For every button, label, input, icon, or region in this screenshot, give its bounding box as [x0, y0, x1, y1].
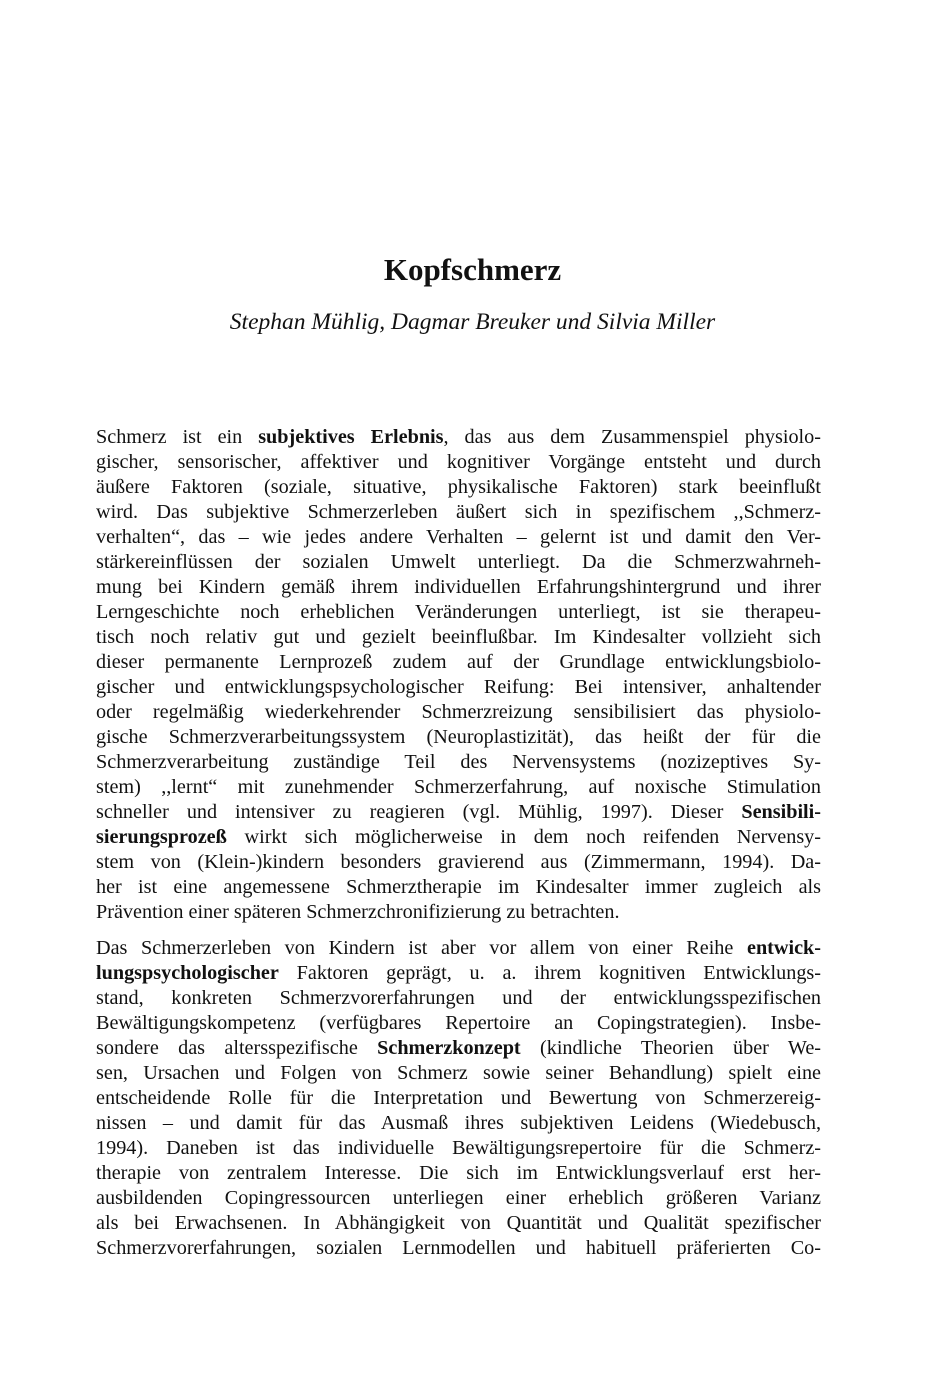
text-line [96, 936, 821, 961]
text-line [96, 500, 821, 525]
text-run: stem von (Klein-)kindern besonders gravierend aus (Zimmermann, 1994). Da- [96, 851, 821, 873]
text-run: Bewältigungskompetenz (verfügbares Repertoire an Copingstrategien). Insbe- [96, 1012, 821, 1034]
text-run: , das aus dem Zusammenspiel physiolo- [443, 426, 821, 448]
body-text [96, 425, 821, 1261]
chapter-authors: Stephan Mühlig, Dagmar Breuker und Silvia Miller [229, 309, 716, 335]
text-line [96, 1061, 821, 1086]
text-line [96, 1186, 821, 1211]
bold-term: subjektives Erlebnis [258, 426, 444, 448]
text-line [96, 1036, 821, 1061]
text-run: wird. Das subjektive Schmerzerleben äußert sich in spezifischem ,,Schmerz- [96, 501, 821, 523]
text-run: oder regelmäßig wiederkehrender Schmerzreizung sensibilisiert das physiolo- [96, 701, 821, 723]
text-line [96, 775, 821, 800]
text-run: gische Schmerzverarbeitungssystem (Neuroplastizität), das heißt der für die [96, 726, 821, 748]
text-line [96, 961, 821, 986]
body-paragraph [96, 936, 821, 1261]
text-line [96, 825, 821, 850]
text-run: Schmerzvorerfahrungen, sozialen Lernmodellen und habituell präferierten Co- [96, 1237, 821, 1259]
text-run: wirkt sich möglicherweise in dem noch reifenden Nervensy- [226, 826, 821, 848]
text-run: schneller und intensiver zu reagieren (vgl. Mühlig, 1997). Dieser [96, 801, 742, 823]
body-paragraph [96, 425, 821, 925]
text-line [96, 575, 821, 600]
text-line [96, 625, 821, 650]
text-line [96, 1011, 821, 1036]
text-line [96, 1086, 821, 1111]
text-run: dieser permanente Lernprozeß zudem auf der Grundlage entwicklungsbiolo- [96, 651, 821, 673]
bold-term: entwick- [746, 937, 821, 959]
text-run: tisch noch relativ gut und gezielt beeinflußbar. Im Kindesalter vollzieht sich [96, 626, 821, 648]
text-run: Prävention einer späteren Schmerzchronifizierung zu betrachten. [96, 901, 620, 923]
text-line [96, 1136, 821, 1161]
text-line [96, 850, 821, 875]
text-run: Das Schmerzerleben von Kindern ist aber vor allem von einer Reihe [96, 937, 747, 959]
text-line [96, 986, 821, 1011]
text-run: gischer und entwicklungspsychologischer Reifung: Bei intensiver, anhaltender [96, 676, 821, 698]
text-run: ausbildenden Copingressourcen unterliegen einer erheblich größeren Varianz [96, 1187, 821, 1209]
text-line [96, 1236, 821, 1261]
bold-term: Sensibili- [741, 801, 821, 823]
text-run: nissen – und damit für das Ausmaß ihres subjektiven Leidens (Wiedebusch, [96, 1112, 821, 1134]
text-run: her ist eine angemessene Schmerztherapie im Kindesalter immer zugleich als [96, 876, 821, 898]
text-line [96, 550, 821, 575]
text-run: Schmerz ist ein [96, 426, 259, 448]
text-line [96, 750, 821, 775]
text-line [96, 475, 821, 500]
text-run: sen, Ursachen und Folgen von Schmerz sowie seiner Behandlung) spielt eine [96, 1062, 821, 1084]
text-run: verhalten“, das – wie jedes andere Verhalten – gelernt ist und damit den Ver- [96, 526, 821, 548]
text-line [96, 725, 821, 750]
text-line [96, 875, 821, 900]
text-run: stand, konkreten Schmerzvorerfahrungen und der entwicklungsspezifischen [96, 987, 821, 1009]
text-line [96, 525, 821, 550]
text-run: 1994). Daneben ist das individuelle Bewältigungsrepertoire für die Schmerz- [96, 1137, 821, 1159]
text-line [96, 700, 821, 725]
text-run: entscheidende Rolle für die Interpretation und Bewertung von Schmerzereig- [96, 1087, 821, 1109]
text-line [96, 900, 821, 925]
text-run: äußere Faktoren (soziale, situative, physikalische Faktoren) stark beeinflußt [96, 476, 821, 498]
text-run: Schmerzverarbeitung zuständige Teil des Nervensystems (nozizeptives Sy- [96, 751, 821, 773]
bold-term: lungspsychologischer [96, 962, 279, 984]
bold-term: sierungsprozeß [96, 826, 227, 848]
text-run: gischer, sensorischer, affektiver und kognitiver Vorgänge entsteht und durch [96, 451, 821, 473]
text-line [96, 450, 821, 475]
text-run: sondere das altersspezifische [96, 1037, 378, 1059]
text-line [96, 600, 821, 625]
text-run: stem) ,,lernt“ mit zunehmender Schmerzerfahrung, auf noxische Stimulation [96, 776, 821, 798]
text-run: (kindliche Theorien über We- [520, 1037, 821, 1059]
chapter-title: Kopfschmerz [383, 252, 562, 287]
text-line [96, 650, 821, 675]
bold-term: Schmerzkonzept [377, 1037, 521, 1059]
text-line [96, 425, 821, 450]
text-line [96, 1211, 821, 1236]
text-line [96, 675, 821, 700]
text-run: mung bei Kindern gemäß ihrem individuellen Erfahrungshintergrund und ihrer [96, 576, 821, 598]
text-run: stärkereinflüssen der sozialen Umwelt unterliegt. Da die Schmerzwahrneh- [96, 551, 821, 573]
text-line [96, 800, 821, 825]
text-line [96, 1111, 821, 1136]
text-run: Faktoren geprägt, u. a. ihrem kognitiven Entwicklungs- [278, 962, 821, 984]
text-run: therapie von zentralem Interesse. Die sich im Entwicklungsverlauf erst her- [96, 1162, 821, 1184]
text-line [96, 1161, 821, 1186]
text-run: als bei Erwachsenen. In Abhängigkeit von Quantität und Qualität spezifischer [96, 1212, 821, 1234]
text-run: Lerngeschichte noch erheblichen Veränderungen unterliegt, ist sie therapeu- [96, 601, 821, 623]
